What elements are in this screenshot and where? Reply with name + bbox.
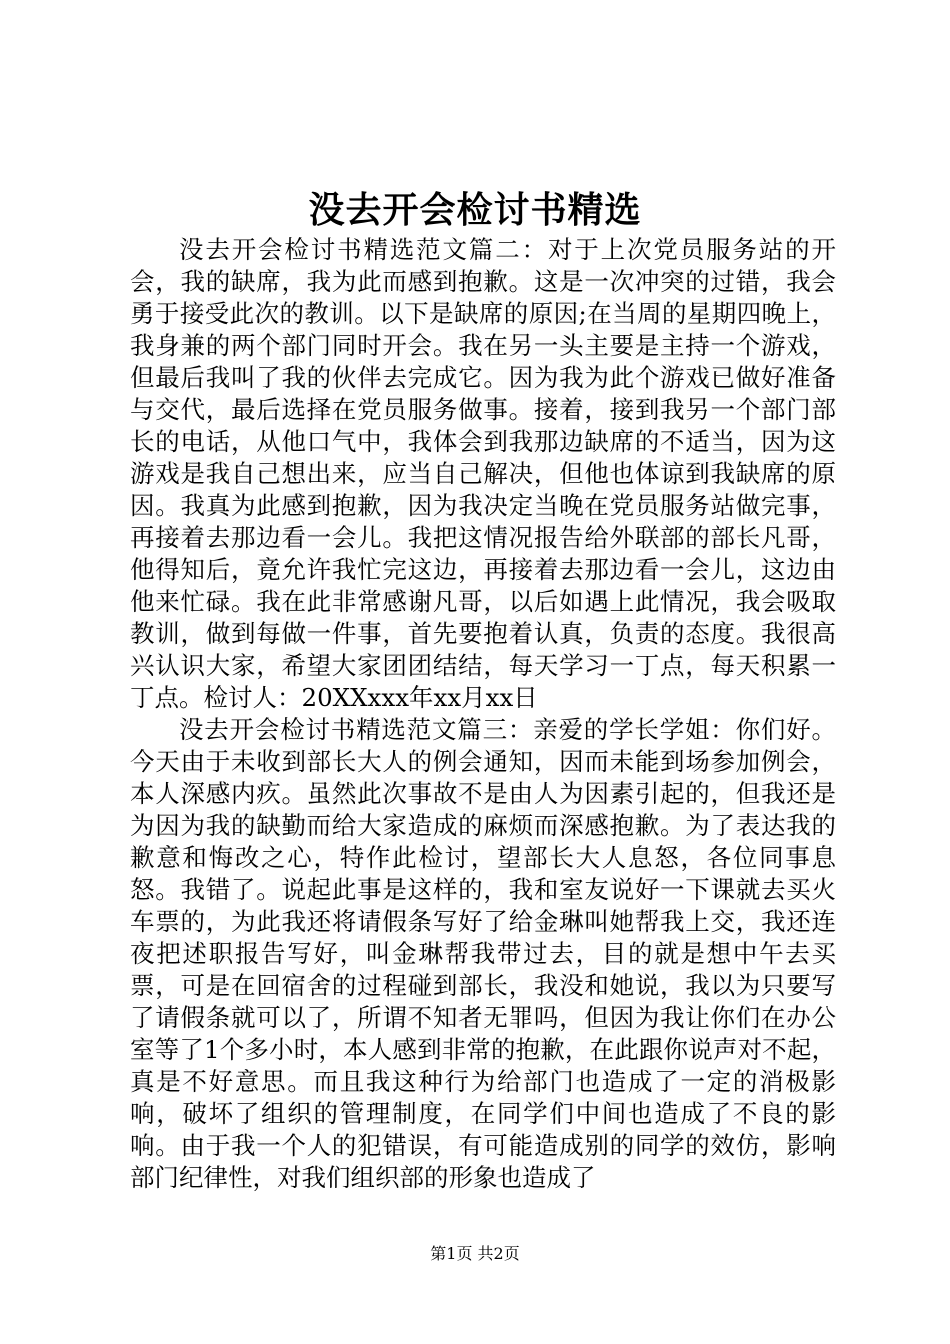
document-title: 没去开会检讨书精选 bbox=[308, 189, 642, 231]
page-footer: 第1页 共2页 bbox=[430, 1244, 520, 1263]
paragraph-2: 没去开会检讨书精选范文篇三：亲爱的学长学姐：你们好。今天由于未收到部长大人的例会通知，因而未能到场参加例会，本人深感内疚。虽然此次事故不是由人为因素引起的，但我还是为因为我的缺勤而给大家造成的麻烦而深感抱歉。为了表达我的歉意和悔改之心，特作此检讨，望部长大人息怒，各位同事息怒。我错了。说起此事是这样的，我和室友说好一下课就去买火车票的，为此我还将请假条写好了给金琳叫她帮我上交，我还连夜把述职报告写好，叫金琳帮我带过去，目的就是想中午去买票，可是在回宿舍的过程碰到部长，我没和她说，我以为只要写了请假条就可以了，所谓不知者无罪吗，但因为我让你们在办公室等了1个多小时，本人感到非常的抱歉，在此跟你说声对不起，真是不好意思。而且我这种行为给部门也造成了一定的消极影响，破坏了组织的管理制度，在同学们中间也造成了不良的影响。由于我一个人的犯错误，有可能造成别的同学的效仿，影响部门纪律性，对我们组织部的形象也造成了 bbox=[130, 715, 836, 1192]
document-body bbox=[130, 234, 836, 1194]
paragraph-1: 没去开会检讨书精选范文篇二：对于上次党员服务站的开会，我的缺席，我为此而感到抱歉。这是一次冲突的过错，我会勇于接受此次的教训。以下是缺席的原因;在当周的星期四晚上，我身兼的两个部门同时开会。我在另一头主要是主持一个游戏，但最后我叫了我的伙伴去完成它。因为我为此个游戏已做好准备与交代，最后选择在党员服务做事。接着，接到我另一个部门部长的电话，从他口气中，我体会到我那边缺席的不适当，因为这游戏是我自己想出来，应当自己解决，但他也体谅到我缺席的原因。我真为此感到抱歉，因为我决定当晚在党员服务站做完事，再接着去那边看一会儿。我把这情况报告给外联部的部长凡哥，他得知后，竟允许我忙完这边，再接着去那边看一会儿，这边由他来忙碌。我在此非常感谢凡哥，以后如遇上此情况，我会吸取教训，做到每做一件事，首先要抱着认真，负责的态度。我很高兴认识大家，希望大家团团结结，每天学习一丁点，每天积累一丁点。检讨人：20XXxxx年xx月xx日 bbox=[130, 235, 836, 712]
